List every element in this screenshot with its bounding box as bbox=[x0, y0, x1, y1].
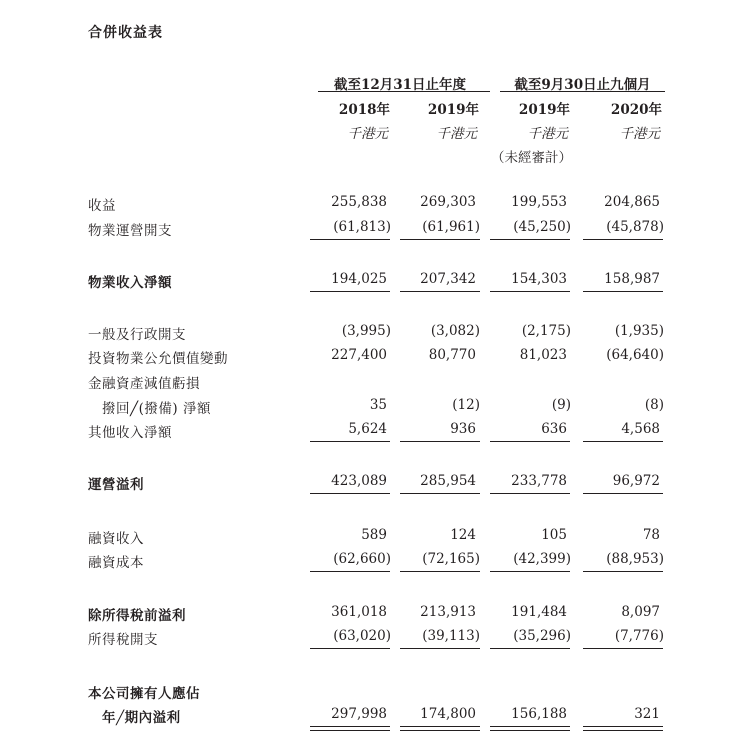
table-cell: (8) bbox=[644, 397, 664, 413]
table-cell: 158,987 bbox=[604, 271, 660, 287]
table-cell: (45,250) bbox=[513, 219, 571, 235]
table-cell: (63,020) bbox=[333, 628, 391, 644]
subtotal-rule bbox=[490, 441, 570, 442]
table-cell: (12) bbox=[452, 397, 480, 413]
unit-col4: 千港元 bbox=[619, 126, 660, 142]
subtotal-rule bbox=[583, 648, 663, 649]
table-cell: 207,342 bbox=[420, 271, 476, 287]
table-cell: 233,778 bbox=[511, 473, 567, 489]
total-double-rule bbox=[583, 726, 663, 731]
table-cell: 8,097 bbox=[621, 604, 660, 620]
subtotal-rule bbox=[583, 291, 663, 292]
table-cell: 194,025 bbox=[331, 271, 387, 287]
table-cell: 213,913 bbox=[420, 604, 476, 620]
table-cell: 174,800 bbox=[420, 706, 476, 722]
table-cell: (3,995) bbox=[341, 323, 391, 339]
table-cell: (35,296) bbox=[513, 628, 571, 644]
label-attributable-to-owners: 本公司擁有人應佔 bbox=[88, 686, 200, 702]
label-net-property-income: 物業收入淨額 bbox=[88, 275, 172, 291]
table-cell: (2,175) bbox=[521, 323, 571, 339]
table-cell: (45,878) bbox=[606, 219, 664, 235]
statement-title: 合併收益表 bbox=[88, 25, 163, 41]
year-2020-interim: 2020年 bbox=[610, 102, 662, 118]
table-cell: (72,165) bbox=[422, 551, 480, 567]
year-2019-annual: 2019年 bbox=[427, 102, 479, 118]
table-cell: 285,954 bbox=[420, 473, 476, 489]
table-cell: 361,018 bbox=[331, 604, 387, 620]
unit-col1: 千港元 bbox=[347, 126, 388, 142]
total-double-rule bbox=[310, 726, 390, 731]
table-cell: 78 bbox=[642, 527, 660, 543]
label-impairment-financial-assets: 金融資產減值虧損 bbox=[88, 376, 200, 392]
subtotal-rule bbox=[490, 493, 570, 494]
table-cell: 227,400 bbox=[331, 347, 387, 363]
subtotal-rule bbox=[310, 571, 390, 572]
label-income-tax-expense: 所得稅開支 bbox=[88, 632, 158, 648]
label-operating-profit: 運營溢利 bbox=[88, 477, 144, 493]
table-cell: (62,660) bbox=[333, 551, 391, 567]
table-cell: 199,553 bbox=[511, 194, 567, 210]
table-cell: 255,838 bbox=[331, 194, 387, 210]
label-fair-value-change: 投資物業公允價值變動 bbox=[88, 351, 228, 367]
table-cell: (9) bbox=[551, 397, 571, 413]
subtotal-rule bbox=[400, 441, 480, 442]
table-cell: 191,484 bbox=[511, 604, 567, 620]
label-profit-for-period: 年╱期內溢利 bbox=[102, 710, 181, 726]
year-2018: 2018年 bbox=[338, 102, 390, 118]
table-cell: 81,023 bbox=[519, 347, 567, 363]
subtotal-rule bbox=[583, 493, 663, 494]
subtotal-rule bbox=[490, 291, 570, 292]
subtotal-rule bbox=[583, 239, 663, 240]
subtotal-rule bbox=[310, 493, 390, 494]
table-cell: 124 bbox=[450, 527, 476, 543]
label-other-income-net: 其他收入淨額 bbox=[88, 425, 172, 441]
year-2019-interim: 2019年 bbox=[518, 102, 570, 118]
table-cell: 269,303 bbox=[420, 194, 476, 210]
table-cell: 423,089 bbox=[331, 473, 387, 489]
subtotal-rule bbox=[400, 648, 480, 649]
table-cell: (61,961) bbox=[422, 219, 480, 235]
table-cell: 4,568 bbox=[621, 421, 660, 437]
subtotal-rule bbox=[400, 239, 480, 240]
subtotal-rule bbox=[490, 571, 570, 572]
unit-col3: 千港元 bbox=[527, 126, 568, 142]
total-double-rule bbox=[490, 726, 570, 731]
table-cell: 321 bbox=[634, 706, 660, 722]
label-finance-income: 融資收入 bbox=[88, 531, 144, 547]
table-cell: (64,640) bbox=[606, 347, 664, 363]
label-general-admin-expenses: 一般及行政開支 bbox=[88, 327, 186, 343]
label-finance-costs: 融資成本 bbox=[88, 555, 144, 571]
table-cell: 297,998 bbox=[331, 706, 387, 722]
subtotal-rule bbox=[583, 441, 663, 442]
header-group-nine-months-rule bbox=[500, 91, 665, 92]
subtotal-rule bbox=[400, 493, 480, 494]
subtotal-rule bbox=[310, 648, 390, 649]
unit-col2: 千港元 bbox=[436, 126, 477, 142]
total-double-rule bbox=[400, 726, 480, 731]
table-cell: 936 bbox=[450, 421, 476, 437]
header-group-nine-months: 截至9月30日止九個月 bbox=[514, 77, 651, 93]
table-cell: 204,865 bbox=[604, 194, 660, 210]
subtotal-rule bbox=[490, 648, 570, 649]
header-group-annual-rule bbox=[318, 91, 490, 92]
table-cell: (7,776) bbox=[614, 628, 664, 644]
subtotal-rule bbox=[310, 441, 390, 442]
header-group-annual: 截至12月31日止年度 bbox=[333, 77, 467, 93]
unaudited-note: （未經審計） bbox=[491, 150, 572, 166]
label-profit-before-tax: 除所得稅前溢利 bbox=[88, 608, 186, 624]
table-cell: 154,303 bbox=[511, 271, 567, 287]
table-cell: 96,972 bbox=[612, 473, 660, 489]
subtotal-rule bbox=[583, 571, 663, 572]
table-cell: 5,624 bbox=[348, 421, 387, 437]
subtotal-rule bbox=[310, 291, 390, 292]
table-cell: 80,770 bbox=[428, 347, 476, 363]
table-cell: (88,953) bbox=[606, 551, 664, 567]
label-impairment-net: 撥回╱(撥備) 淨額 bbox=[102, 401, 211, 417]
table-cell: (61,813) bbox=[333, 219, 391, 235]
subtotal-rule bbox=[400, 571, 480, 572]
subtotal-rule bbox=[490, 239, 570, 240]
table-cell: 589 bbox=[361, 527, 387, 543]
subtotal-rule bbox=[310, 239, 390, 240]
table-cell: (39,113) bbox=[422, 628, 480, 644]
label-property-operating-expenses: 物業運營開支 bbox=[88, 223, 172, 239]
table-cell: (3,082) bbox=[430, 323, 480, 339]
table-cell: 636 bbox=[541, 421, 567, 437]
table-cell: 35 bbox=[369, 397, 387, 413]
table-cell: (1,935) bbox=[614, 323, 664, 339]
table-cell: 156,188 bbox=[511, 706, 567, 722]
label-revenue: 收益 bbox=[88, 198, 116, 214]
table-cell: (42,399) bbox=[513, 551, 571, 567]
subtotal-rule bbox=[400, 291, 480, 292]
table-cell: 105 bbox=[541, 527, 567, 543]
